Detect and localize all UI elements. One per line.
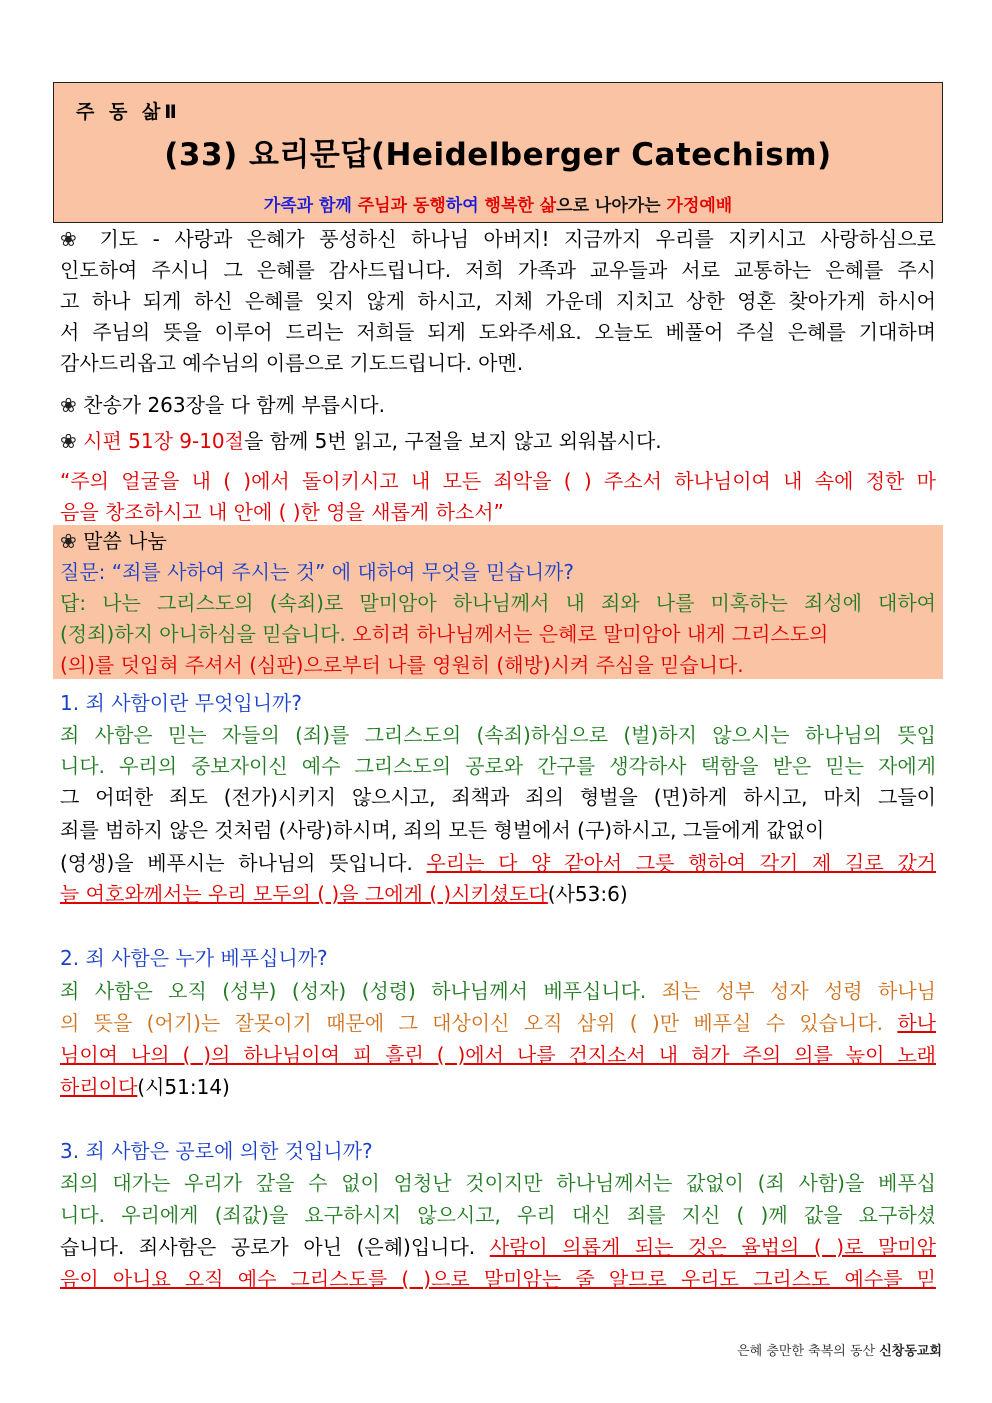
church-name: 신창동교회 [879,1344,942,1359]
q1-scripture: 늘 여호와께서는 우리 모두의 ( )을 그에게 ( )시키셨도다 [60,882,548,906]
psalm-verse: “주의 얼굴을 내 ( )에서 돌이키시고 내 모든 죄악을 ( ) 주소서 하나님이여 내 속에 정한 마 [60,469,936,493]
footer [737,1340,942,1359]
q3-answer [60,1232,936,1263]
q1-scripture: 우리는 다 양 같아서 그릇 행하여 각기 제 길로 갔거 [426,851,936,875]
flower-icon: ❀ [60,393,77,417]
q2-answer [60,1072,936,1103]
question-3: 3. 죄 사함은 공로에 의한 것입니까? [60,1139,373,1163]
subtitle-part: 주님과 동행 [357,196,446,216]
flower-icon: ❀ [60,227,85,251]
question-2: 2. 죄 사함은 누가 베푸십니까? [60,946,328,970]
word-question: 질문: “죄를 사하여 주시는 것” 에 대하여 무엇을 믿습니까? [60,560,574,584]
psalm-line [60,426,936,457]
q2-scripture-ref: (시51:14) [137,1075,230,1099]
word-heading-text: 말씀 나눔 [83,529,167,553]
q3-answer-part: 습니다. 죄사함은 공로가 아닌 (은혜)입니다. [60,1235,490,1259]
subtitle-part: 행복한 삶 [484,196,557,216]
q3-answer: 죄의 대가는 우리가 갚을 수 없이 엄청난 것이지만 하나님께서는 값없이 (죄 사함)을 베푸십 [60,1171,936,1195]
psalm-instruction: 을 함께 5번 읽고, 구절을 보지 않고 외워봅시다. [243,429,662,453]
title-box [53,82,943,223]
q1-answer: 그 어떠한 죄도 (전가)시키지 않으시고, 죄책과 죄의 형벌을 (면)하게 하시고, 마치 그들이 [60,785,936,809]
answer-part: (정죄)하지 아니하심을 믿습니다. [60,622,353,646]
prayer-line: 감사드리옵고 예수님의 이름으로 기도드립니다. 아멘. [60,351,524,375]
answer-part: 오히려 하나님께서는 은혜로 말미암아 내게 그리스도의 [352,622,829,646]
q1-answer-part: 니다. 우리의 중보자이신 예수 그리스도의 공로와 간구를 생각하사 택함을 받은 믿는 자에게 [60,754,936,778]
footer-text: 은혜 충만한 축복의 동산 [737,1344,880,1359]
q1-answer [60,751,936,782]
q1-answer: 죄를 범하지 않은 것처럼 (사랑)하시며, 죄의 모든 형벌에서 (구)하시고, 그들에게 값없이 [60,818,825,842]
psalm-verse: 음을 창조하시고 내 안에 ( )한 영을 새롭게 하소서” [60,500,504,524]
subtitle-part: 으로 나아가는 [556,196,667,216]
question-1: 1. 죄 사함이란 무엇입니까? [60,691,302,715]
q2-answer-part: 의 뜻을 (어기)는 잘못이기 때문에 그 대상이신 오직 삼위 ( )만 베푸실 수 있습니다. [60,1011,898,1035]
q3-scripture: 음이 아니요 오직 예수 그리스도를 ( )으로 말미암는 줄 알므로 우리도 그리스도 예수를 믿 [60,1267,936,1291]
q1-answer [60,879,936,910]
q2-answer-part: 죄 사함은 오직 (성부) (성자) (성령) 하나님께서 베푸십니다. [60,979,662,1003]
q2-answer [60,1008,936,1039]
q1-scripture-ref: (사53:6) [547,882,628,906]
q1-answer [60,848,936,879]
psalm-reference: 시편 51장 9-10절 [83,429,244,453]
subtitle-part: 하여 [445,196,485,216]
subtitle-part: 가정예배 [666,196,733,216]
word-answer: 답: 나는 그리스도의 (속죄)로 말미암아 하나님께서 내 죄와 나를 미혹하는 죄성에 대하여 [60,591,936,615]
hymn-text: 찬송가 263장을 다 함께 부릅시다. [83,393,385,417]
q3-scripture: 사람이 의롭게 되는 것은 율법의 ( )로 말미암 [489,1235,936,1259]
prayer-line: 고 하나 되게 하신 은혜를 잊지 않게 하시고, 지체 가운데 지치고 상한 영혼 찾아가게 하시어 [60,289,936,313]
q1-answer: 죄 사함은 믿는 자들의 (죄)를 그리스도의 (속죄)하심으로 (벌)하지 않으시는 하나님의 뜻입 [60,723,936,747]
word-answer [60,619,936,650]
q3-answer [60,1200,936,1231]
subtitle-part: 가족과 함께 [263,196,358,216]
hymn-line [60,390,936,421]
flower-icon: ❀ [60,429,77,453]
prayer-line [60,224,936,255]
q2-answer-part: 죄는 성부 성자 성령 하나님 [661,979,936,1003]
q2-scripture: 하나 [897,1011,936,1035]
page-title: (33) 요리문답(Heidelberger Catechism) [164,137,832,173]
q3-answer-part: 니다. 우리에게 (죄값)을 요구하시지 않으시고, 우리 대신 죄를 지신 ( )께 값을 요구하셨 [60,1203,936,1227]
flower-icon: ❀ [60,529,77,553]
word-answer: (의)를 덧입혀 주셔서 (심판)으로부터 나를 영원히 (해방)시켜 주심을 믿습니다. [60,653,744,677]
subtitle [54,191,942,216]
word-heading [60,526,936,557]
q1-answer-part: (영생)을 베푸시는 하나님의 뜻입니다. [60,851,427,875]
q2-scripture: 님이여 나의 ( )의 하나님이여 피 흘린 ( )에서 나를 건지소서 내 혀가 주의 의를 높이 노래 [60,1043,936,1067]
prayer-text: 기도 - 사랑과 은혜가 풍성하신 하나님 아버지! 지금까지 우리를 지키시고 사랑하심으로 [99,227,936,251]
prayer-line: 인도하여 주시니 그 은혜를 감사드립니다. 저희 가족과 교우들과 서로 교통하는 은혜를 주시 [60,258,936,282]
q2-scripture: 하리이다 [60,1075,138,1099]
series-label: 주 동 삶Ⅱ [76,101,181,123]
prayer-line: 서 주님의 뜻을 이루어 드리는 저희들 되게 도와주세요. 오늘도 베풀어 주실 은혜를 기대하며 [60,320,936,344]
q2-answer [60,976,936,1007]
